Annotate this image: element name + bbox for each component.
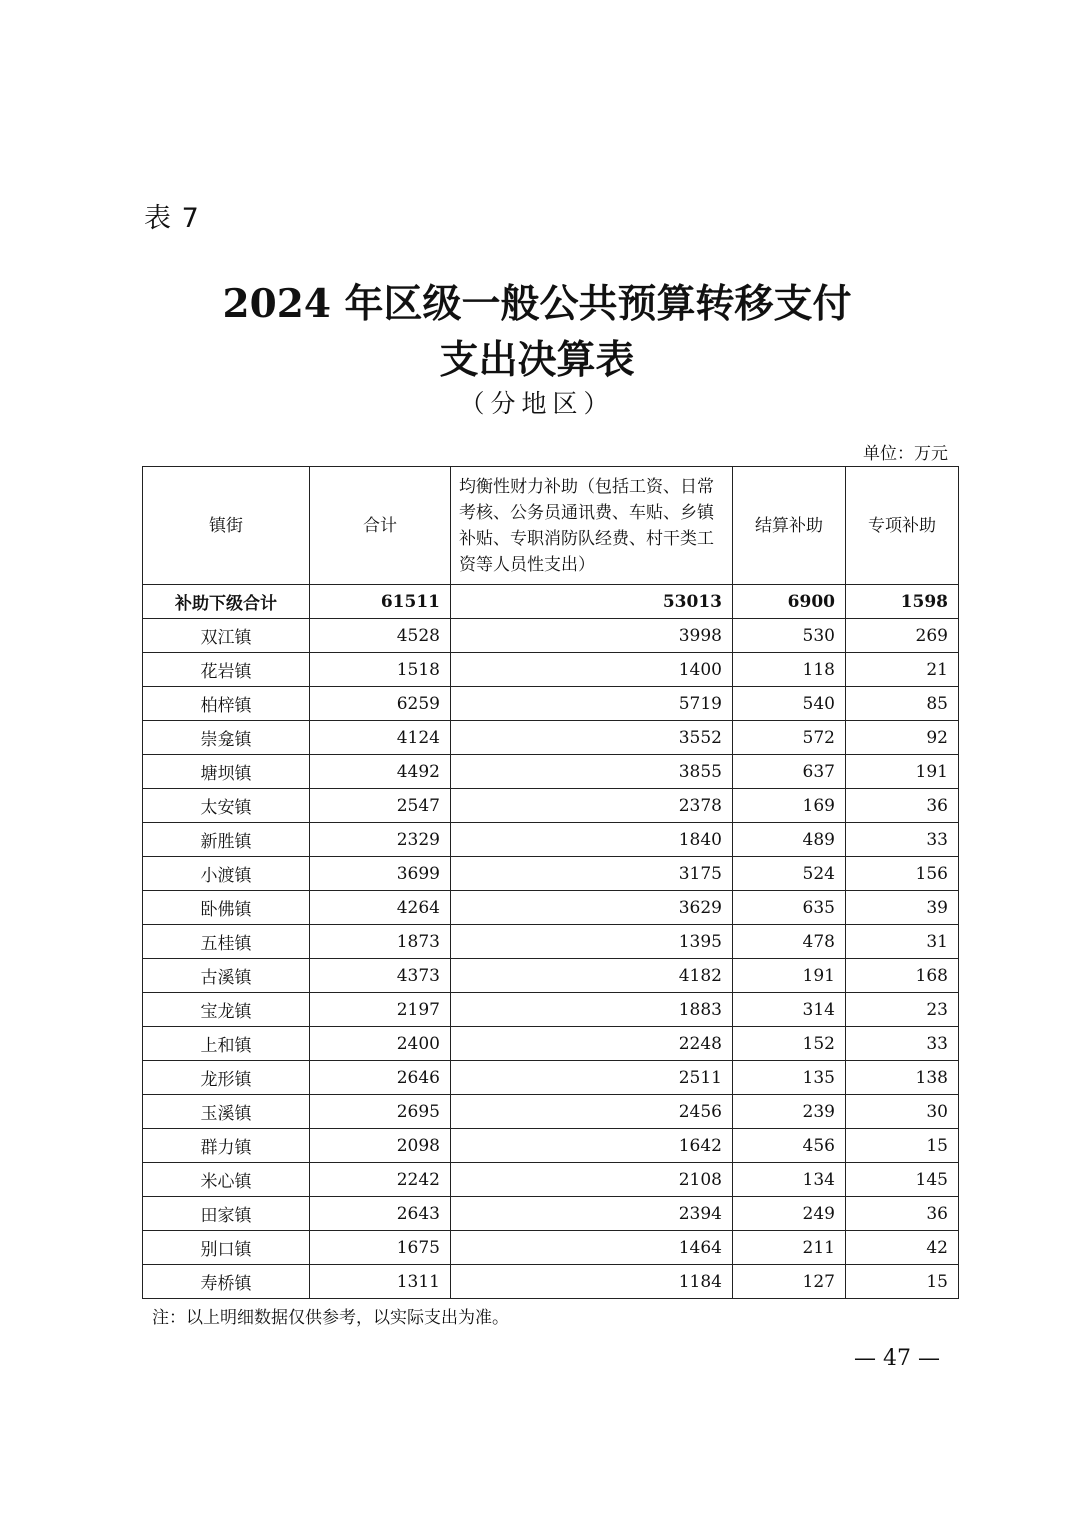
cell-equalization: 3552 bbox=[451, 721, 733, 755]
cell-name: 崇龛镇 bbox=[143, 721, 310, 755]
cell-special: 145 bbox=[846, 1163, 959, 1197]
cell-name: 小渡镇 bbox=[143, 857, 310, 891]
table-row bbox=[143, 1197, 959, 1231]
table-row bbox=[143, 959, 959, 993]
cell-equalization: 2511 bbox=[451, 1061, 733, 1095]
document-subtitle: （分地区） bbox=[459, 389, 615, 418]
cell-equalization: 1184 bbox=[451, 1265, 733, 1299]
cell-settlement: 191 bbox=[733, 959, 846, 993]
cell-equalization: 1642 bbox=[451, 1129, 733, 1163]
cell-special: 85 bbox=[846, 687, 959, 721]
document-title bbox=[0, 276, 1074, 388]
cell-settlement: 635 bbox=[733, 891, 846, 925]
cell-equalization: 1840 bbox=[451, 823, 733, 857]
footnote: 注：以上明细数据仅供参考，以实际支出为准。 bbox=[152, 1308, 509, 1328]
table-row bbox=[143, 925, 959, 959]
cell-equalization: 53013 bbox=[451, 585, 733, 619]
cell-special: 138 bbox=[846, 1061, 959, 1095]
cell-settlement: 524 bbox=[733, 857, 846, 891]
cell-settlement: 314 bbox=[733, 993, 846, 1027]
cell-equalization: 3855 bbox=[451, 755, 733, 789]
cell-total: 2197 bbox=[310, 993, 451, 1027]
cell-equalization: 4182 bbox=[451, 959, 733, 993]
cell-settlement: 239 bbox=[733, 1095, 846, 1129]
cell-name: 群力镇 bbox=[143, 1129, 310, 1163]
cell-total: 2400 bbox=[310, 1027, 451, 1061]
header-settlement: 结算补助 bbox=[733, 467, 846, 585]
cell-total: 2646 bbox=[310, 1061, 451, 1095]
cell-settlement: 637 bbox=[733, 755, 846, 789]
cell-name: 塘坝镇 bbox=[143, 755, 310, 789]
table-row bbox=[143, 857, 959, 891]
cell-total: 61511 bbox=[310, 585, 451, 619]
cell-settlement: 530 bbox=[733, 619, 846, 653]
cell-settlement: 134 bbox=[733, 1163, 846, 1197]
cell-total: 1518 bbox=[310, 653, 451, 687]
cell-name: 别口镇 bbox=[143, 1231, 310, 1265]
cell-total: 6259 bbox=[310, 687, 451, 721]
cell-name: 米心镇 bbox=[143, 1163, 310, 1197]
table-row bbox=[143, 1231, 959, 1265]
cell-settlement: 489 bbox=[733, 823, 846, 857]
cell-name: 五桂镇 bbox=[143, 925, 310, 959]
page-number: — 47 — bbox=[854, 1346, 940, 1371]
cell-settlement: 127 bbox=[733, 1265, 846, 1299]
cell-special: 31 bbox=[846, 925, 959, 959]
title-line-2: 支出决算表 bbox=[439, 337, 635, 383]
cell-special: 36 bbox=[846, 789, 959, 823]
cell-total: 4373 bbox=[310, 959, 451, 993]
cell-equalization: 2456 bbox=[451, 1095, 733, 1129]
cell-equalization: 1464 bbox=[451, 1231, 733, 1265]
cell-special: 30 bbox=[846, 1095, 959, 1129]
cell-settlement: 211 bbox=[733, 1231, 846, 1265]
table-row bbox=[143, 755, 959, 789]
cell-special: 36 bbox=[846, 1197, 959, 1231]
cell-equalization: 1395 bbox=[451, 925, 733, 959]
table-row bbox=[143, 1061, 959, 1095]
table-row bbox=[143, 1095, 959, 1129]
header-town: 镇街 bbox=[143, 467, 310, 585]
cell-special: 42 bbox=[846, 1231, 959, 1265]
cell-special: 39 bbox=[846, 891, 959, 925]
cell-total: 2242 bbox=[310, 1163, 451, 1197]
cell-name: 龙形镇 bbox=[143, 1061, 310, 1095]
cell-name: 新胜镇 bbox=[143, 823, 310, 857]
cell-equalization: 3629 bbox=[451, 891, 733, 925]
cell-special: 15 bbox=[846, 1129, 959, 1163]
cell-total: 1311 bbox=[310, 1265, 451, 1299]
cell-settlement: 478 bbox=[733, 925, 846, 959]
cell-special: 15 bbox=[846, 1265, 959, 1299]
cell-settlement: 249 bbox=[733, 1197, 846, 1231]
header-equalization: 均衡性财力补助（包括工资、日常考核、公务员通讯费、车贴、乡镇补贴、专职消防队经费、村干类工资等人员性支出） bbox=[451, 467, 733, 585]
table-row bbox=[143, 993, 959, 1027]
cell-settlement: 572 bbox=[733, 721, 846, 755]
cell-equalization: 2248 bbox=[451, 1027, 733, 1061]
table-row bbox=[143, 891, 959, 925]
cell-special: 1598 bbox=[846, 585, 959, 619]
unit-label: 单位：万元 bbox=[863, 444, 948, 464]
cell-name: 花岩镇 bbox=[143, 653, 310, 687]
cell-name: 柏梓镇 bbox=[143, 687, 310, 721]
cell-total: 4492 bbox=[310, 755, 451, 789]
cell-settlement: 456 bbox=[733, 1129, 846, 1163]
cell-equalization: 5719 bbox=[451, 687, 733, 721]
cell-name: 田家镇 bbox=[143, 1197, 310, 1231]
table-row bbox=[143, 1265, 959, 1299]
cell-equalization: 2108 bbox=[451, 1163, 733, 1197]
cell-settlement: 118 bbox=[733, 653, 846, 687]
cell-settlement: 6900 bbox=[733, 585, 846, 619]
cell-name: 双江镇 bbox=[143, 619, 310, 653]
cell-total: 4528 bbox=[310, 619, 451, 653]
cell-total: 2098 bbox=[310, 1129, 451, 1163]
title-line-1: 2024 年区级一般公共预算转移支付 bbox=[222, 281, 852, 327]
cell-name: 上和镇 bbox=[143, 1027, 310, 1061]
cell-special: 23 bbox=[846, 993, 959, 1027]
cell-special: 92 bbox=[846, 721, 959, 755]
cell-total: 2547 bbox=[310, 789, 451, 823]
cell-name: 宝龙镇 bbox=[143, 993, 310, 1027]
transfer-payment-table bbox=[142, 466, 959, 1299]
cell-total: 2695 bbox=[310, 1095, 451, 1129]
table-row bbox=[143, 687, 959, 721]
cell-name: 古溪镇 bbox=[143, 959, 310, 993]
table-label: 表 7 bbox=[144, 203, 200, 234]
cell-special: 21 bbox=[846, 653, 959, 687]
cell-total: 2643 bbox=[310, 1197, 451, 1231]
table-row bbox=[143, 721, 959, 755]
cell-special: 33 bbox=[846, 823, 959, 857]
cell-total: 1873 bbox=[310, 925, 451, 959]
cell-equalization: 2378 bbox=[451, 789, 733, 823]
cell-name: 太安镇 bbox=[143, 789, 310, 823]
table-row bbox=[143, 653, 959, 687]
header-total: 合计 bbox=[310, 467, 451, 585]
cell-equalization: 3998 bbox=[451, 619, 733, 653]
table-row bbox=[143, 1027, 959, 1061]
cell-equalization: 3175 bbox=[451, 857, 733, 891]
cell-equalization: 1400 bbox=[451, 653, 733, 687]
cell-settlement: 135 bbox=[733, 1061, 846, 1095]
cell-special: 191 bbox=[846, 755, 959, 789]
cell-total: 4264 bbox=[310, 891, 451, 925]
header-special: 专项补助 bbox=[846, 467, 959, 585]
cell-settlement: 152 bbox=[733, 1027, 846, 1061]
total-row bbox=[143, 585, 959, 619]
cell-name: 玉溪镇 bbox=[143, 1095, 310, 1129]
cell-equalization: 2394 bbox=[451, 1197, 733, 1231]
table-row bbox=[143, 823, 959, 857]
cell-equalization: 1883 bbox=[451, 993, 733, 1027]
cell-special: 33 bbox=[846, 1027, 959, 1061]
cell-special: 168 bbox=[846, 959, 959, 993]
table-row bbox=[143, 789, 959, 823]
cell-settlement: 169 bbox=[733, 789, 846, 823]
cell-name: 寿桥镇 bbox=[143, 1265, 310, 1299]
cell-total: 4124 bbox=[310, 721, 451, 755]
cell-total: 2329 bbox=[310, 823, 451, 857]
cell-special: 156 bbox=[846, 857, 959, 891]
cell-name: 卧佛镇 bbox=[143, 891, 310, 925]
table-header-row bbox=[143, 467, 959, 585]
table-row bbox=[143, 1163, 959, 1197]
cell-settlement: 540 bbox=[733, 687, 846, 721]
cell-total: 1675 bbox=[310, 1231, 451, 1265]
cell-name: 补助下级合计 bbox=[143, 585, 310, 619]
cell-total: 3699 bbox=[310, 857, 451, 891]
cell-special: 269 bbox=[846, 619, 959, 653]
table-row bbox=[143, 1129, 959, 1163]
table-row bbox=[143, 619, 959, 653]
